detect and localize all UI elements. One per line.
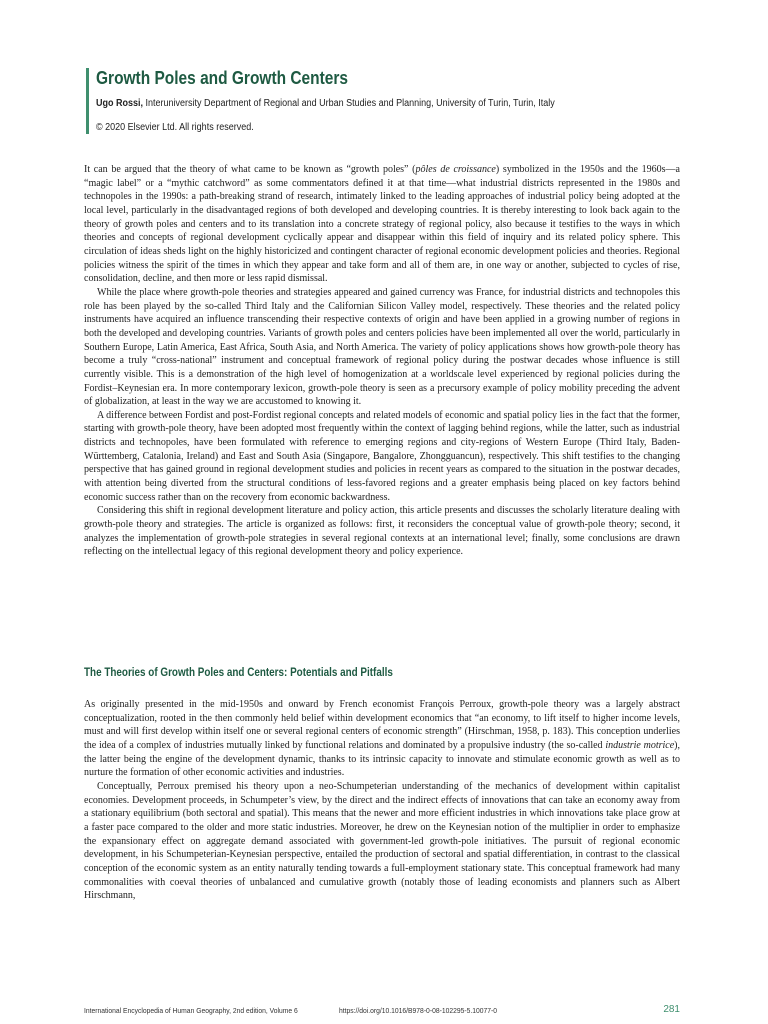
page-number: 281 xyxy=(663,1004,680,1015)
author-affiliation: Interuniversity Department of Regional and Urban Studies and Planning, University of Turin, Turin, Italy xyxy=(145,98,555,109)
section-paragraph-2: Conceptually, Perroux premised his theory upon a neo-Schumpeterian understanding of the mechanics of development within capitalist economies. Development proceeds, in Schumpeter’s view, by the direct and the indirect effects of innovations that can take an economy away from a stationary equilibrium (both sectoral and spatial). This means that the newer and more efficient industries in which innovations take place grow at a faster pace compared to the older and more static industries. Moreover, he drew on the Keynesian notion of the multiplier in order to emphasize the expansionary effect on aggregate demand associated with government-led growth-pole initiatives. The pursuit of regional economic development, in his Schumpeterian-Keynesian perspective, entailed the production of sectoral and spatial differentiation, in contrast to the classical conception of the economic system as an entity naturally tending towards a full-employment stationary state. This conceptual framework had many commonalities with coeval theories of unbalanced and cumulative growth (notably those of leading economists and planners such as Albert Hirschmann, xyxy=(84,780,680,902)
intro-paragraph-4: Considering this shift in regional development literature and policy action, this article presents and discusses the scholarly literature dealing with growth-pole theory and strategies. The article is organized as follows: first, it reconsiders the conceptual value of growth-pole theory; second, it analyzes the implementation of growth-pole strategies in several regional contexts at an international level; finally, some conclusions are drawn reflecting on the intellectual legacy of this regional development theory and policy experience. xyxy=(84,505,680,558)
intro-paragraph-2: While the place where growth-pole theories and strategies appeared and gained currency was France, for industrial districts and technopoles this role has been played by the so-called Third Italy and the Californian Silicon Valley model, respectively. These theories and the related policy instruments have acquired an influence transcending their respective contexts of origin and have been applied in a growing number of regions in both the developed and developing countries. Variants of growth poles and centers policies have been implemented all over the world, particularly in Southern Europe, Latin America, East Africa, South Asia, and North America. The variety of policy applications shows how growth-pole theory has become a truly “cross-national” instrument and conceptual framework of regional policy during the postwar decades whose influence is still currently visible. This is a demonstration of the high level of homogenization at a worldscale level experienced by regional policies during the Fordist–Keynesian era. In more contemporary lexicon, growth-pole theory is seen as a precursory example of policy mobility preceding the advent of globalization, at least in the way we are accustomed to knowing it. xyxy=(84,286,680,408)
footer-doi-link[interactable]: https://doi.org/10.1016/B978-0-08-102295-5.10077-0 xyxy=(339,1006,497,1015)
copyright-notice: © 2020 Elsevier Ltd. All rights reserved. xyxy=(96,122,254,133)
intro-paragraph-3: A difference between Fordist and post-Fordist regional concepts and related models of economic and spatial policy lies in the fact that the former, starting with growth-pole theory, have been adopted most frequently within the context of lagging behind regions, while the latter, such as industrial districts and technopoles, have been formulated with reference to emerging regions and city-regions of Western Europe (Third Italy, Baden-Württemberg, Catalonia, Ireland) and East and South Asia (Singapore, Bangalore, Zhongguancun), respectively. This shift testifies to the changing perspective that has gained ground in regional development studies and policies in recent years as compared to the situation in the postwar decades, with attention being diverted from the structural conditions of less-favored regions and a greater emphasis being placed on key factors behind economic success rather than on the recovery from economic backwardness. xyxy=(84,409,680,503)
author-line xyxy=(96,98,555,109)
header-accent-bar xyxy=(86,68,89,134)
page-footer xyxy=(84,1006,680,1020)
section-paragraph-1: As originally presented in the mid-1950s and onward by French economist François Perroux, growth-pole theory was a largely abstract conceptualization, rooted in the then commonly held belief within development economics that “an economy, to lift itself to higher income levels, must and will first develop within itself one or several regional centers of economic strength” (Hirschman, 1958, p. 183). This conception underlies the idea of a complex of industries mutually linked by functional relations and dominated by a propulsive industry (the so-called industrie motrice), the latter being the engine of the development dynamic, thanks to its intrinsic capacity to innovate and stimulate economic growth as well as to nurture the formation of other economic activities and industries. xyxy=(84,699,680,779)
article-title: Growth Poles and Growth Centers xyxy=(96,68,349,88)
author-name: Ugo Rossi, xyxy=(96,98,144,109)
intro-paragraph-1: It can be argued that the theory of what came to be known as “growth poles” (pôles de croissance) symbolized in the 1950s and the 1960s—a “magic label” or a “mythic catchword” as some commentators defined it at that time—what industrial districts represented in the 1980s and technopoles in the 1990s: a path-breaking strand of research, intimately linked to the leading approaches of industrial policy being adopted at the local level, particularly in the disadvantaged regions of both developed and developing countries. It is thereby interesting to look back again to the theory of growth poles and centers and to its translation into a concrete strategy of regional policy, also because it testifies to the ways in which theories and concepts of regional development cyclically appear and disappear within this field of inquiry and its related policy sphere. This circulation of ideas sheds light on the highly historicized and contingent character of regional economic development policies and theories. Regional policies witness the spirit of the times in which they appear and take form and all of them are, in one way or another, subjected to cycles of rise, consolidation, decline, and then more or less rapid dismissal. xyxy=(84,164,680,285)
footer-source: International Encyclopedia of Human Geography, 2nd edition, Volume 6 xyxy=(84,1006,298,1015)
section-text xyxy=(84,698,680,903)
section-heading: The Theories of Growth Poles and Centers: Potentials and Pitfalls xyxy=(84,667,393,679)
introduction-text xyxy=(84,163,680,559)
